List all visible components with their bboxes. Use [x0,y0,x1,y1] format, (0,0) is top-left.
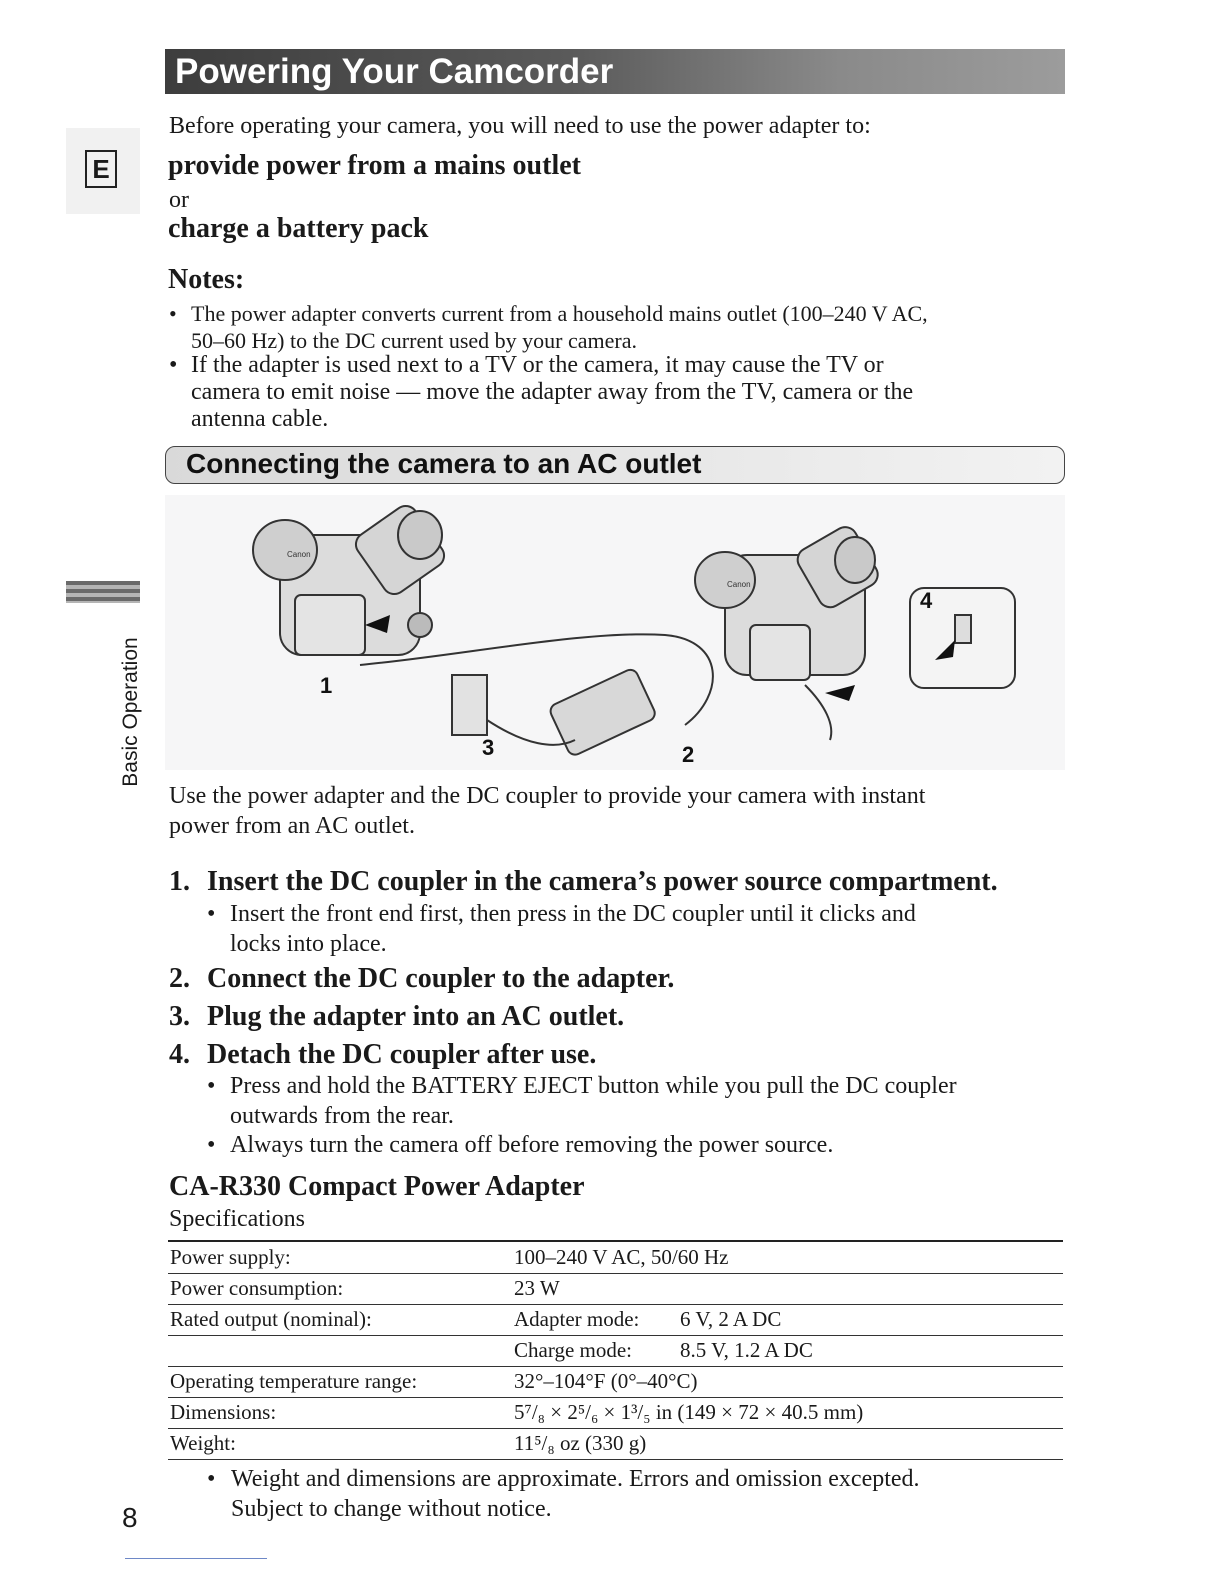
table-row: Rated output (nominal): Adapter mode: 6 V, 2 A DC [168,1305,1063,1336]
page-number: 8 [122,1502,138,1533]
step-1: 1. Insert the DC coupler in the camera’s power source compartment. [169,866,998,897]
table-row: Operating temperature range: 32°–104°F (0°–40°C) [168,1367,1063,1398]
table-row: Dimensions: 5⁷/₈ × 2⁵/₆ × 1³/₅ in (149 × 72 × 40.5 mm) [168,1398,1063,1429]
step-1-bullet: • Insert the front end first, then press in the DC coupler until it clicks and locks into place. [207,901,916,957]
notes-heading: Notes: [168,264,245,295]
callout-4: 4 [920,588,933,613]
callout-3: 3 [482,735,495,760]
step-3: 3. Plug the adapter into an AC outlet. [169,1001,625,1032]
step-4: 4. Detach the DC coupler after use. [169,1039,597,1070]
callout-2: 2 [682,742,695,767]
step-2: 2. Connect the DC coupler to the adapter. [169,963,675,994]
step-4-bullet-2: • Always turn the camera off before removing the power source. [207,1132,834,1158]
brand-logo-left: Canon [287,550,311,559]
camcorder-connection-diagram [165,495,1065,770]
footer-rule [125,1558,267,1559]
brand-logo-right: Canon [727,580,751,589]
subsection-heading-box [165,446,1065,484]
table-row: Charge mode: 8.5 V, 1.2 A DC [168,1336,1063,1367]
option-charge-battery: charge a battery pack [168,213,429,244]
usage-text: Use the power adapter and the DC coupler to provide your camera with instant power from an AC outlet. [169,783,926,839]
step-4-bullet-1: • Press and hold the BATTERY EJECT button while you pull the DC coupler outwards from the rear. [207,1073,957,1129]
adapter-note: • Weight and dimensions are approximate. Errors and omission excepted. Subject to change without notice. [207,1466,920,1522]
table-row: Weight: 11⁵/₈ oz (330 g) [168,1429,1063,1460]
wall-outlet [452,675,487,735]
spec-table-top-rule [168,1240,1063,1242]
notes-bullet-2: • If the adapter is used next to a TV or the camera, it may cause the TV or camera to emit noise — move the adapter away from the TV, camera or the antenna cable. [169,352,914,432]
notes-bullet-1: • The power adapter converts current from a household mains outlet (100–240 V AC, 50–60 Hz) to the DC current used by your camera. [169,301,928,353]
adapter-title: CA-R330 Compact Power Adapter [169,1171,585,1202]
or-text: or [169,187,189,213]
page-title: Powering Your Camcorder [165,49,1065,94]
language-badge: E [85,150,117,188]
callout-1: 1 [320,673,333,698]
option-mains-outlet: provide power from a mains outlet [168,150,581,181]
table-row: Power consumption: 23 W [168,1274,1063,1305]
table-row: Power supply: 100–240 V AC, 50/60 Hz [168,1243,1063,1274]
subsection-heading: Connecting the camera to an AC outlet [186,448,702,479]
spec-heading: Specifications [169,1206,305,1232]
intro-text: Before operating your camera, you will need to use the power adapter to: [169,113,871,139]
spec-table [168,1243,1063,1460]
section-label: Basic Operation [119,637,142,787]
section-tab-marker [66,581,140,603]
